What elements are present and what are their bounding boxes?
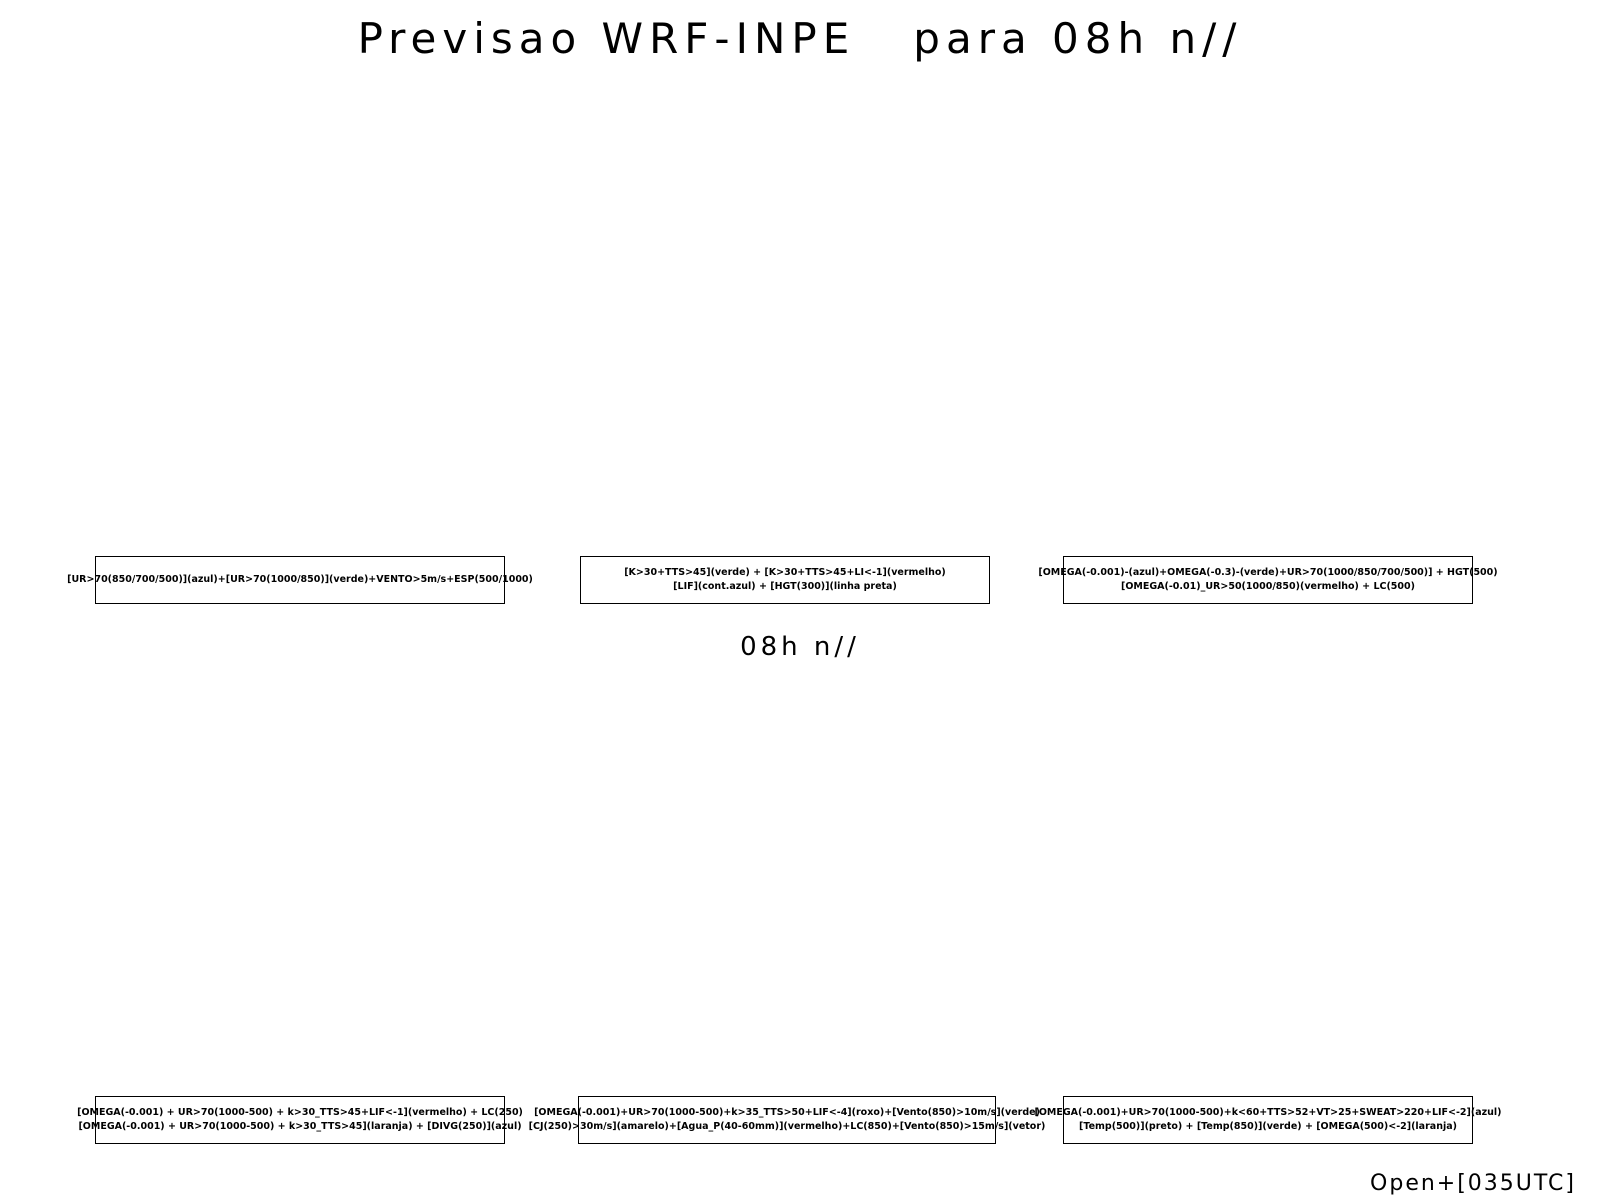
- legend-box-omega-cj-agua: [528, 1096, 1046, 1144]
- legend-line: [OMEGA(-0.001)-(azul)+OMEGA(-0.3)-(verde)+UR>70(1000/850/700/500)] + HGT(500): [1038, 567, 1498, 579]
- legend-line: [K>30+TTS>45](verde) + [K>30+TTS>45+LI<-1](vermelho): [624, 567, 946, 579]
- legend-line: [LIF](cont.azul) + [HGT(300)](linha preta): [673, 581, 897, 592]
- legend-line: [Temp(500)](preto) + [Temp(850)](verde) + [OMEGA(500)<-2](laranja): [1079, 1121, 1457, 1132]
- legend-line: [OMEGA(-0.001) + UR>70(1000-500) + k>30_TTS>45](laranja) + [DIVG(250)](azul): [78, 1121, 522, 1132]
- corner-time-label: Open+[035UTC]: [1370, 1171, 1576, 1196]
- section-subtitle: 08h n//: [740, 632, 860, 662]
- map-panel-bottom-left: [95, 690, 505, 1090]
- map-panel-top-left: [95, 90, 505, 550]
- page-title: Previsao WRF-INPE para 08h n//: [357, 14, 1243, 63]
- legend-line: [CJ(250)>30m/s](amarelo)+[Agua_P(40-60mm)](vermelho)+LC(850)+[Vento(850)>15m/s](vetor): [528, 1121, 1046, 1132]
- map-panel-bottom-center: [578, 690, 996, 1090]
- legend-line: [OMEGA(-0.01)_UR>50(1000/850)(vermelho) + LC(500): [1121, 581, 1415, 592]
- legend-line: [OMEGA(-0.001)+UR>70(1000-500)+k>35_TTS>50+LIF<-4](roxo)+[Vento(850)>10m/s](verde): [534, 1107, 1040, 1119]
- map-panel-bottom-right: [1063, 690, 1473, 1090]
- legend-box-omega-ur-hgt: [1038, 556, 1498, 604]
- legend-box-k-tts-lif: [580, 556, 990, 604]
- legend-line: [OMEGA(-0.001)+UR>70(1000-500)+k<60+TTS>52+VT>25+SWEAT>220+LIF<-2](azul): [1034, 1107, 1502, 1119]
- legend-box-humidity-wind: [67, 556, 533, 604]
- legend-line: [OMEGA(-0.001) + UR>70(1000-500) + k>30_TTS>45+LIF<-1](vermelho) + LC(250): [77, 1107, 523, 1119]
- legend-box-omega-k-lif-lc: [77, 1096, 523, 1144]
- map-panel-top-center: [580, 90, 990, 550]
- legend-line: [UR>70(850/700/500)](azul)+[UR>70(1000/850)](verde)+VENTO>5m/s+ESP(500/1000): [67, 574, 533, 586]
- map-panel-top-right: [1063, 90, 1473, 550]
- legend-box-omega-sweat-temp: [1034, 1096, 1502, 1144]
